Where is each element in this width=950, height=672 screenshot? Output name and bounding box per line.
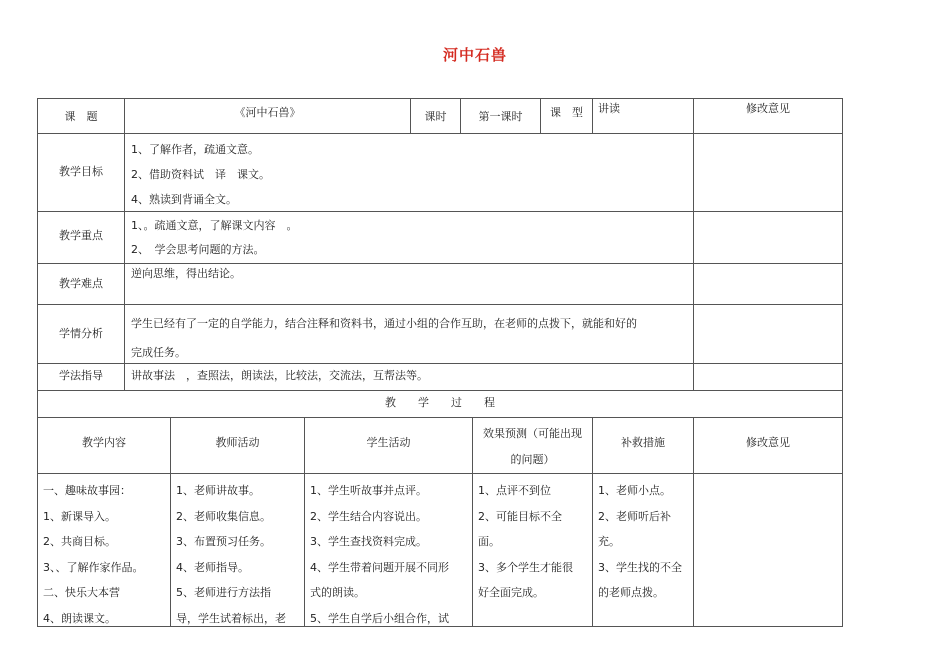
table-border [37, 417, 843, 418]
table-border [37, 390, 843, 391]
process-title: 教 学 过 程 [385, 396, 495, 409]
goals-list [131, 137, 691, 212]
content-item: 二、快乐大本营 [43, 586, 120, 599]
remedy-item: 2、老师听后补 [598, 509, 671, 523]
table-border [37, 133, 843, 134]
situation-label: 学情分析 [59, 327, 103, 340]
lesson-title: 《河中石兽》 [234, 106, 301, 119]
type-value: 讲读 [598, 102, 620, 115]
situation-line: 完成任务。 [131, 346, 186, 359]
student-item: 4、学生带着问题开展不同形 [310, 560, 449, 574]
remedy-item: 1、老师小点。 [598, 484, 671, 497]
col-revision: 修改意见 [746, 436, 790, 449]
col-remedy: 补救措施 [621, 436, 665, 449]
effect-item: 2、可能目标不全 [478, 509, 562, 523]
student-item: 1、学生听故事并点评。 [310, 484, 427, 497]
content-item: 2、共商目标。 [43, 535, 116, 548]
document-title: 河中石兽 [442, 46, 507, 64]
lesson-label: 课 题 [64, 110, 98, 123]
table-border [693, 98, 694, 390]
effect-list [478, 478, 590, 606]
remedy-item: 3、学生找的不全 [598, 560, 682, 574]
content-list [43, 478, 169, 631]
remedy-list [598, 478, 692, 606]
col-content: 教学内容 [82, 436, 126, 449]
difficulty-text: 逆向思维，得出结论。 [131, 267, 241, 280]
col-effect-line: 的问题） [510, 453, 555, 466]
situation-line: 学生已经有了一定的自学能力，结合注释和资料书，通过小组的合作互助，在老师的点拨下，就能和好的 [131, 317, 637, 330]
content-item: 3、、了解作家作品。 [43, 560, 144, 574]
teacher-item: 导，学生试着标出，老 [176, 611, 286, 625]
type-label: 课 型 [550, 106, 583, 119]
effect-item: 1、点评不到位 [478, 484, 551, 497]
difficulty-label: 教学难点 [59, 277, 103, 290]
col-student: 学生活动 [366, 436, 411, 449]
teacher-item: 1、老师讲故事。 [176, 484, 260, 497]
key-list [131, 214, 691, 262]
teacher-item: 3、布置预习任务。 [176, 535, 271, 548]
effect-item: 面。 [478, 535, 500, 548]
goal-item: 1、了解作者，疏通文意。 [131, 143, 259, 156]
table-border [842, 98, 843, 627]
key-label: 教学重点 [59, 229, 103, 242]
revision-label: 修改意见 [746, 102, 790, 115]
key-item: 2、 学会思考问题的方法。 [131, 243, 265, 256]
table-border [37, 473, 843, 474]
goal-item: 4、熟读到背诵全文。 [131, 193, 237, 206]
table-border [37, 263, 843, 264]
period-value: 第一课时 [478, 110, 523, 123]
teacher-item: 4、老师指导。 [176, 560, 249, 574]
col-effect-line: 效果预测（可能出现 [483, 427, 582, 440]
student-item: 式的朗读。 [310, 586, 365, 599]
teacher-item: 2、老师收集信息。 [176, 509, 271, 523]
effect-item: 3、多个学生才能很 [478, 560, 573, 574]
table-border [124, 98, 125, 390]
key-item: 1、。疏通文意，了解课文内容 。 [131, 219, 298, 232]
situation-text [131, 309, 691, 367]
table-border [37, 304, 843, 305]
goals-label: 教学目标 [59, 165, 103, 178]
method-label: 学法指导 [59, 369, 103, 382]
student-item: 2、学生结合内容说出。 [310, 509, 427, 523]
effect-item: 好全面完成。 [478, 586, 544, 599]
remedy-item: 充。 [598, 535, 620, 548]
teacher-item: 5、老师进行方法指 [176, 586, 271, 599]
content-item: 4、朗读课文。 [43, 611, 116, 625]
student-item: 5、学生自学后小组合作，试 [310, 611, 449, 625]
remedy-item: 的老师点拨。 [598, 586, 664, 599]
content-item: 一、趣味故事园： [43, 484, 131, 497]
student-list [310, 478, 470, 631]
col-teacher: 教师活动 [215, 436, 260, 449]
col-effect [473, 421, 592, 473]
method-text: 讲故事法 ，查照法，朗读法，比较法，交流法，互帮法等。 [131, 369, 428, 382]
table-border [592, 98, 593, 133]
table-border [37, 98, 843, 99]
content-item: 1、新课导入。 [43, 509, 116, 523]
goal-item: 2、借助资料试 译 课文。 [131, 168, 270, 181]
period-label: 课时 [424, 110, 447, 123]
student-item: 3、学生查找资料完成。 [310, 535, 427, 548]
teacher-list [176, 478, 302, 631]
